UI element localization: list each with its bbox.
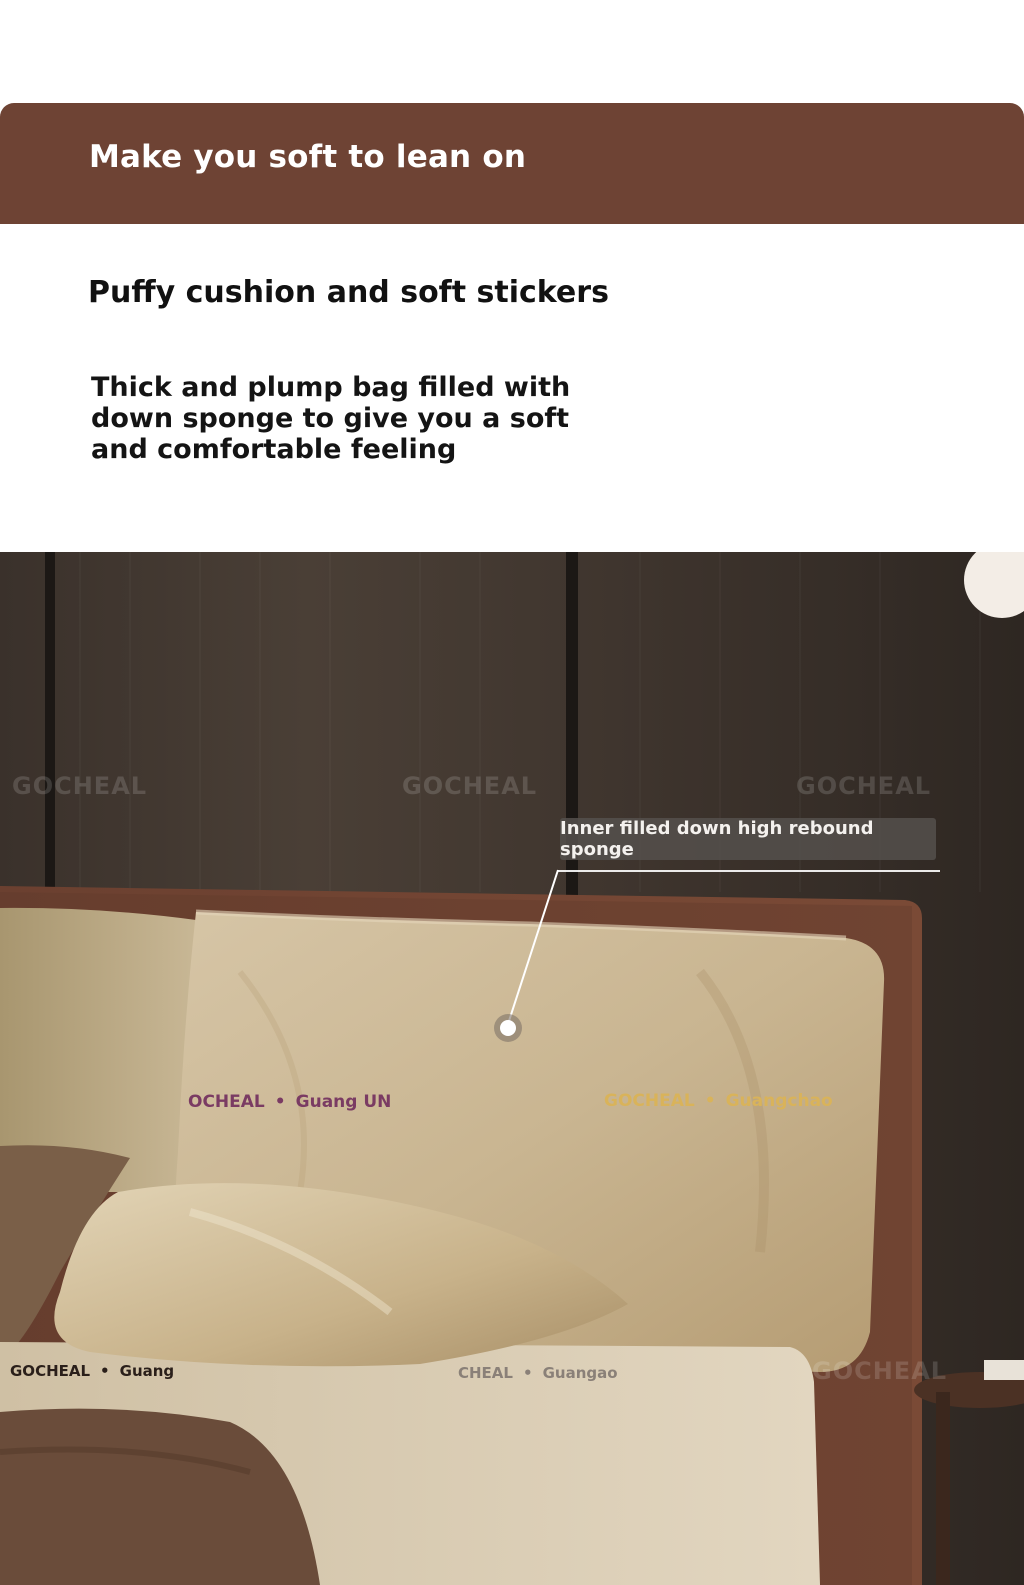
callout-label: Inner filled down high rebound sponge [560,818,936,860]
watermark-separator: • [274,1092,286,1112]
description-line: Thick and plump bag filled with [91,372,571,403]
banner-title: Make you soft to lean on [89,139,527,175]
callout-line [558,870,940,872]
faint-watermark: GOCHEAL [812,1357,948,1385]
watermark-suffix: Guang [119,1362,175,1380]
bed-illustration [0,552,1024,1585]
callout-leader [500,864,562,1030]
faint-watermark: GOCHEAL [796,772,932,800]
banner [0,103,1024,224]
description-line: and comfortable feeling [91,434,457,465]
faint-watermark: GOCHEAL [402,772,538,800]
watermark-brand: OCHEAL [188,1092,265,1112]
watermark-brand: CHEAL [458,1364,513,1382]
watermark-brand: GOCHEAL [10,1362,91,1380]
watermark-separator: • [704,1091,716,1111]
watermark-separator: • [100,1362,110,1380]
section-subtitle: Puffy cushion and soft stickers [88,275,609,310]
watermark-suffix: Guangao [542,1364,618,1382]
watermark [188,1092,391,1112]
watermark [458,1364,618,1382]
bed-headboard-photo [0,552,1024,1585]
faint-watermark: GOCHEAL [12,772,148,800]
watermark-suffix: Guang UN [295,1092,392,1112]
watermark [10,1362,174,1380]
section-description [91,372,611,465]
watermark-separator: • [522,1364,533,1382]
callout-dot [500,1020,516,1036]
watermark-brand: GOCHEAL [604,1091,695,1111]
watermark-suffix: Guangchao [725,1091,833,1111]
watermark [604,1091,833,1111]
description-line: down sponge to give you a soft [91,403,570,434]
